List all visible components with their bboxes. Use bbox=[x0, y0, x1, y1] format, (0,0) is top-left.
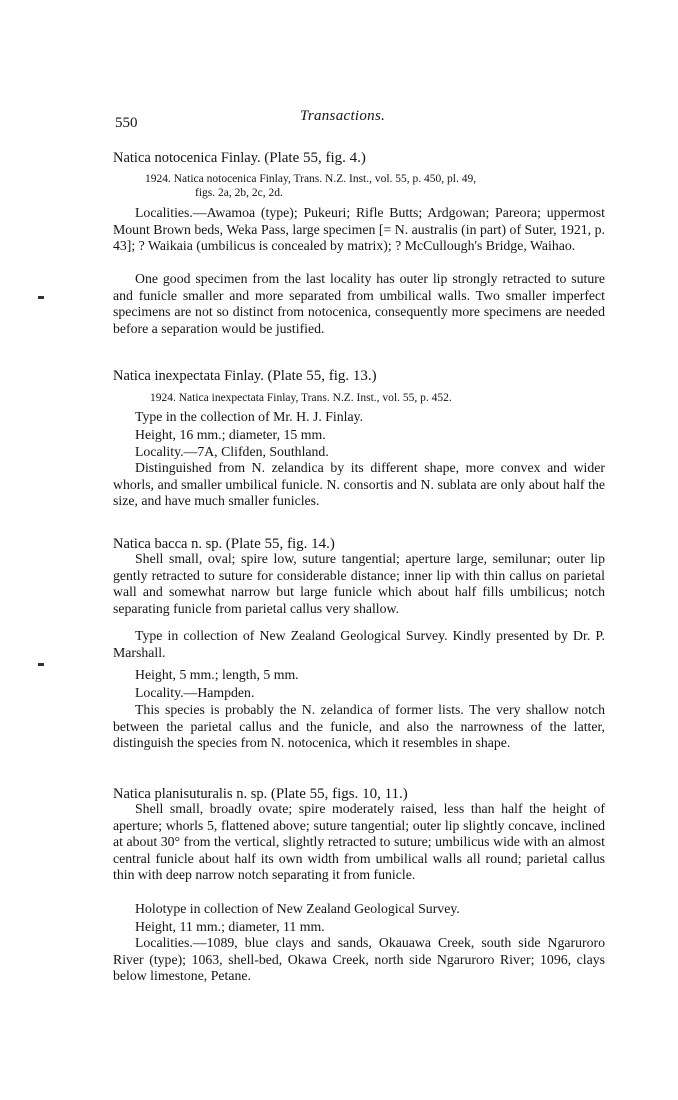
locality-statement: Locality.—7A, Clifden, Southland. bbox=[135, 444, 329, 459]
plate-reference: (Plate 55, figs. 10, 11.) bbox=[270, 786, 408, 802]
bibliographic-reference-line: 1924. Natica notocenica Finlay, Trans. N.Z. Inst., vol. 55, p. 450, pl. 49, bbox=[145, 173, 477, 185]
species-name: Natica inexpectata Finlay. bbox=[113, 368, 264, 384]
measurements: Height, 11 mm.; diameter, 11 mm. bbox=[135, 919, 325, 934]
localities-paragraph: Localities.—1089, blue clays and sands, Okauawa Creek, south side Ngaruroro River (type); 1063, shell-bed, Okawa Creek, north side Ngaruroro River; 1096, clays below limestone, Petane. bbox=[113, 935, 605, 984]
type-statement: Type in the collection of Mr. H. J. Finlay. bbox=[135, 409, 364, 424]
scan-speck bbox=[38, 296, 44, 299]
description-paragraph: Shell small, broadly ovate; spire moderately raised, less than half the height of aperture; whorls 5, flattened above; suture tangential; outer lip slightly concave, inclined at about 30° from the vertical, slightly retracted to suture; umbilicus wide with an almost central funicle about half its own width from umbilical walls all round; parietal callus thin with deep narrow notch separating it from funicle. bbox=[113, 801, 605, 883]
plate-reference: (Plate 55, fig. 4.) bbox=[264, 150, 366, 166]
species-name: Natica planisuturalis n. sp. bbox=[113, 786, 268, 802]
bibliographic-reference-line: figs. 2a, 2b, 2c, 2d. bbox=[195, 187, 283, 199]
running-title: Transactions. bbox=[300, 108, 386, 124]
remark-paragraph: Distinguished from N. zelandica by its different shape, more convex and wider whorls, and smaller umbilical funicle. N. consortis and N. sublata are only about half the size, and have much smaller funicles. bbox=[113, 460, 605, 509]
bibliographic-reference-line: 1924. Natica inexpectata Finlay, Trans. N.Z. Inst., vol. 55, p. 452. bbox=[150, 392, 452, 404]
measurements: Height, 16 mm.; diameter, 15 mm. bbox=[135, 427, 326, 442]
species-heading-notocenica bbox=[113, 150, 366, 167]
plate-reference: (Plate 55, fig. 14.) bbox=[225, 536, 335, 552]
species-name: Natica notocenica Finlay. bbox=[113, 150, 261, 166]
plate-reference: (Plate 55, fig. 13.) bbox=[267, 368, 377, 384]
type-statement: Type in collection of New Zealand Geological Survey. Kindly presented by Dr. P. Marshall. bbox=[113, 628, 605, 660]
page-number: 550 bbox=[115, 115, 138, 131]
remark-paragraph: One good specimen from the last locality has outer lip strongly retracted to suture and funicle smaller and more separated from umbilical walls. Two smaller imperfect specimens are not so distinct from notocenica, consequently more specimens are needed before a separation would be justified. bbox=[113, 271, 605, 336]
type-statement: Holotype in collection of New Zealand Geological Survey. bbox=[135, 901, 460, 916]
measurements: Height, 5 mm.; length, 5 mm. bbox=[135, 667, 299, 682]
description-paragraph: Shell small, oval; spire low, suture tangential; aperture large, semilunar; outer lip gently retracted to suture for considerable distance; inner lip with thin callus on parietal wall and somewhat narrow but large funicle which about half fills umbilicus; notch separating funicle from parietal callus very shallow. bbox=[113, 551, 605, 616]
locality-statement: Locality.—Hampden. bbox=[135, 685, 255, 700]
scan-speck bbox=[38, 663, 44, 666]
remark-paragraph: This species is probably the N. zelandica of former lists. The very shallow notch between the parietal callus and the funicle, and also the narrowness of the latter, distinguish the species from N. notocenica, which it resembles in shape. bbox=[113, 702, 605, 751]
species-name: Natica bacca n. sp. bbox=[113, 536, 223, 552]
localities-paragraph: Localities.—Awamoa (type); Pukeuri; Rifle Butts; Ardgowan; Pareora; uppermost Mount Brown beds, Weka Pass, large specimen [= N. australis (in part) of Suter, 1921, p. 43]; ? Waikaia (umbilicus is concealed by matrix); ? McCullough's Bridge, Waihao. bbox=[113, 205, 605, 254]
species-heading-inexpectata bbox=[113, 368, 377, 385]
